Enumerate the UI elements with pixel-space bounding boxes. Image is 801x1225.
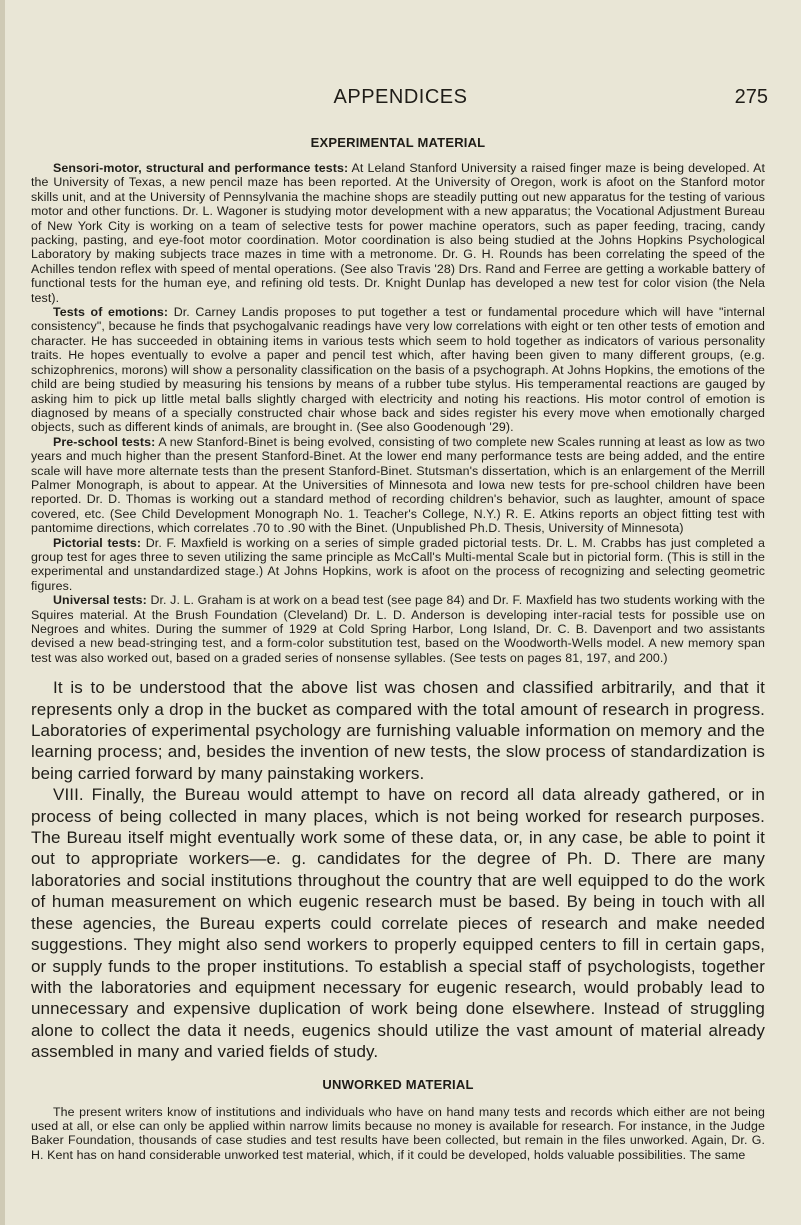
run-in-heading: Pre-school tests:	[53, 434, 156, 449]
main-text-section	[31, 677, 765, 1062]
paragraph-text: Dr. Carney Landis proposes to put together a test or fundamental procedure which will have "internal consistency", because he finds that psychogalvanic readings have very low correlations with eight or ten other tests of emotion and character. He has succeeded in obtaining items in various tests which seem to hold together as indicators of various personality traits. He hopes eventually to evolve a paper and pencil test which, after having been given to many different groups, (e.g. schizophrenics, morons) will show a personality classification on the basis of a psychograph. At Johns Hopkins, the emotions of the child are being studied by measuring his tensions by means of a rubber tube stylus. His temperamental reactions are gauged by asking him to pick up little metal balls slightly charged with electricity and noting his reactions. His motor control of emotion is diagnosed by means of a specially constructed chair whose back and sides register his every move when emotionally charged objects, such as different kinds of animals, are brought in. (See also Goodenough '29).	[31, 305, 765, 435]
emotions-paragraph	[31, 305, 765, 435]
pictorial-paragraph	[31, 536, 765, 594]
unworked-material-heading: UNWORKED MATERIAL	[322, 1076, 474, 1092]
experimental-material-heading: EXPERIMENTAL MATERIAL	[310, 135, 486, 150]
universal-tests-paragraph	[31, 593, 765, 665]
unworked-paragraph: The present writers know of institutions and individuals who have on hand many tests and records which either are not being used at all, or else can only be applied within narrow limits because no money is available for research. For instance, in the Judge Baker Foundation, thousands of case studies and test results have been collected, but remain in the files unworked. Again, Dr. G. H. Kent has on hand considerable unworked test material, which, if it could be developed, holds valuable possibilities. The same	[31, 1104, 765, 1162]
page-body	[31, 135, 765, 1162]
paragraph-text: Dr. J. L. Graham is at work on a bead test (see page 84) and Dr. F. Maxfield has two students working with the Squires material. At the Brush Foundation (Cleveland) Dr. L. D. Anderson is developing inter-racial tests for possible use on Negroes and whites. During the summer of 1929 at Cold Spring Harbor, Long Island, Dr. C. B. Davenport and two assistants devised a new bead-stringing test, and a form-color substitution test, based on the Woodworth-Wells model. A new memory span test was also worked out, based on a graded series of nonsense syllables. (See tests on pages 81, 197, and 200.)	[31, 593, 765, 665]
run-in-heading: Pictorial tests:	[53, 535, 142, 550]
main-paragraph-2: VIII. Finally, the Bureau would attempt to have on record all data already gathered, or in process of being collected in many places, which is not being worked for research purposes. The Bureau itself might eventually work some of these data, or, in any case, be able to point it out to appropriate workers—e. g. candidates for the degree of Ph. D. There are many laboratories and social institutions throughout the country that are well equipped to do the work of human measurement on which eugenic research must be based. By being in touch with all these agencies, the Bureau experts could correlate pieces of research and make needed suggestions. They might also send workers to properly equipped centers to fill in certain gaps, or supply funds to the proper institutions. To establish a special staff of psychologists, together with the laboratories and equipment necessary for eugenic research, would probably lead to unnecessary and expensive duplication of work being done elsewhere. Instead of struggling alone to collect the data it needs, eugenics should utilize the vast amount of material already assembled in many and varied fields of study.	[31, 785, 765, 1062]
page-gutter-edge	[0, 0, 5, 1225]
running-head	[0, 82, 801, 112]
run-in-heading: Sensori-motor, structural and performance tests:	[53, 161, 349, 175]
run-in-heading: Universal tests:	[53, 593, 147, 608]
page-number: 275	[734, 86, 768, 108]
run-in-heading: Tests of emotions:	[53, 305, 169, 320]
pre-school-paragraph	[31, 435, 765, 536]
running-title: APPENDICES	[333, 86, 468, 108]
paragraph-text: Dr. F. Maxfield is working on a series of simple graded pictorial tests. Dr. L. M. Crabbs has just completed a group test for ages three to seven utilizing the same principle as McCall's Multi-mental Scale but in pictorial form. (This is still in the experimental and unstandardized stage.) At Johns Hopkins, work is afoot on the process of recognizing and selecting geometric figures.	[31, 535, 765, 593]
unworked-material-section	[31, 1105, 765, 1163]
sensori-motor-paragraph	[31, 161, 765, 305]
paragraph-text: A new Stanford-Binet is being evolved, consisting of two complete new Scales running at least as low as two years and much higher than the present Stanford-Binet. At the lower end many performance tests are being added, and the entire scale will have more alternate tests than the present Stanford-Binet. Stutsman's dissertation, which is an enlargement of the Merrill Palmer Monograph, is about to appear. At the Universities of Minnesota and Iowa new tests for pre-school children have been reported. Dr. D. Thomas is working out a standard method of recording children's behavior, such as laughter, amount of space covered, etc. (See Child Development Monograph No. 1. Teacher's College, N.Y.) R. E. Atkins reports an object fitting test with pantomime directions, which correlates .70 to .90 with the Binet. (Unpublished Ph.D. Thesis, University of Minnesota)	[31, 434, 765, 536]
main-paragraph-1: It is to be understood that the above list was chosen and classified arbitrarily, and that it represents only a drop in the bucket as compared with the total amount of research in progress. Laboratories of experimental psychology are furnishing valuable information on memory and the learning process; and, besides the invention of new tests, the slow process of standardization is being carried forward by many painstaking workers.	[31, 678, 765, 783]
paragraph-text: At Leland Stanford University a raised finger maze is being developed. At the University of Texas, a new pencil maze has been reported. At the University of Oregon, work is afoot on the Stanford motor skills unit, and at the University of Pennsylvania the machine shops are steadily putting out new apparatus for the testing of various motor and other functions. Dr. L. Wagoner is studying motor development with a new apparatus; the Vocational Adjustment Bureau of New York City is working on a team of selective tests for power machine operators, such as paper feeding, tracing, candy packing, pasting, and eye-foot motor coordination. Motor coordination is also being studied at the Johns Hopkins Psychological Laboratory by making subjects trace mazes in time with a metronome. Dr. G. H. Rounds has been correlating the speed of the Achilles tendon reflex with speed of mental operations. (See also Travis '28) Drs. Rand and Ferree are getting a workable battery of functional tests for the human eye, and refining old tests. Dr. Knight Dunlap has developed a new test for color vision (the Nela test).	[31, 161, 765, 305]
experimental-material-section	[31, 161, 765, 665]
